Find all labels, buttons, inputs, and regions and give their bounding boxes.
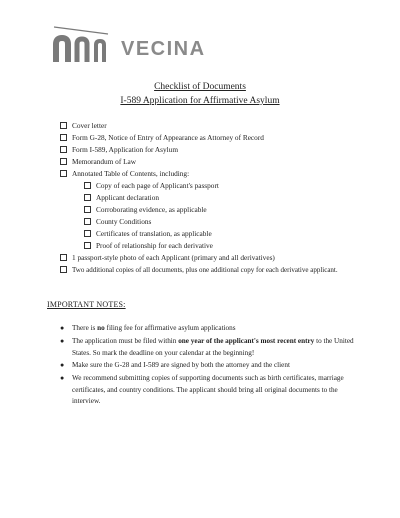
checklist-item[interactable]: Form I-589, Application for Asylum [60, 145, 178, 155]
checklist-item[interactable]: 1 passport-style photo of each Applicant (primary and all derivatives) [60, 253, 275, 263]
checklist-subitem[interactable]: Corroborating evidence, as applicable [84, 205, 207, 215]
checkbox-icon[interactable] [60, 254, 67, 261]
checklist-subitem[interactable]: Proof of relationship for each derivative [84, 241, 213, 251]
note-filing-fee: There is no filing fee for affirmative asylum applications [72, 324, 236, 332]
checklist-item[interactable]: Two additional copies of all documents, plus one additional copy for each derivative applicant. [60, 265, 338, 275]
document-subtitle: I-589 Application for Affirmative Asylum [120, 96, 280, 106]
document-title: Checklist of Documents [154, 82, 246, 92]
note-supporting-documents: We recommend submitting copies of supporting documents such as birth certificates, marriage certificates, and country conditions. The applicant should bring all original documents to the interview. [72, 374, 344, 405]
checkbox-icon[interactable] [84, 242, 91, 249]
vecina-logo [52, 24, 206, 68]
checklist-item[interactable]: Cover letter [60, 121, 107, 131]
checkbox-icon[interactable] [60, 146, 67, 153]
checklist-subitem[interactable]: Certificates of translation, as applicable [84, 229, 212, 239]
checkbox-icon[interactable] [84, 230, 91, 237]
checklist-item[interactable]: Annotated Table of Contents, including: [60, 169, 189, 179]
bullet-icon: ● [60, 374, 65, 382]
important-notes-heading: IMPORTANT NOTES: [47, 300, 126, 309]
checkbox-icon[interactable] [60, 266, 67, 273]
checkbox-icon[interactable] [84, 194, 91, 201]
checklist-subitem[interactable]: County Conditions [84, 217, 151, 227]
brand-name: VECINA [121, 38, 206, 60]
note-deadline: The application must be filed within one year of the applicant's most recent entry to the United States. So mark the deadline on your calendar at the beginning! [72, 337, 354, 357]
note-signatures: Make sure the G-28 and I-589 are signed by both the attorney and the client [72, 361, 290, 369]
vecina-logo-mark-icon [52, 24, 118, 68]
checkbox-icon[interactable] [84, 218, 91, 225]
bullet-icon: ● [60, 361, 65, 369]
bullet-icon: ● [60, 337, 65, 345]
checkbox-icon[interactable] [84, 182, 91, 189]
checkbox-icon[interactable] [84, 206, 91, 213]
checklist-item[interactable]: Form G-28, Notice of Entry of Appearance as Attorney of Record [60, 133, 264, 143]
checklist-subitem[interactable]: Applicant declaration [84, 193, 159, 203]
bullet-icon: ● [60, 324, 65, 332]
checkbox-icon[interactable] [60, 122, 67, 129]
checkbox-icon[interactable] [60, 134, 67, 141]
checkbox-icon[interactable] [60, 158, 67, 165]
checklist-subitem[interactable]: Copy of each page of Applicant's passport [84, 181, 219, 191]
checkbox-icon[interactable] [60, 170, 67, 177]
checklist-item[interactable]: Memorandum of Law [60, 157, 136, 167]
